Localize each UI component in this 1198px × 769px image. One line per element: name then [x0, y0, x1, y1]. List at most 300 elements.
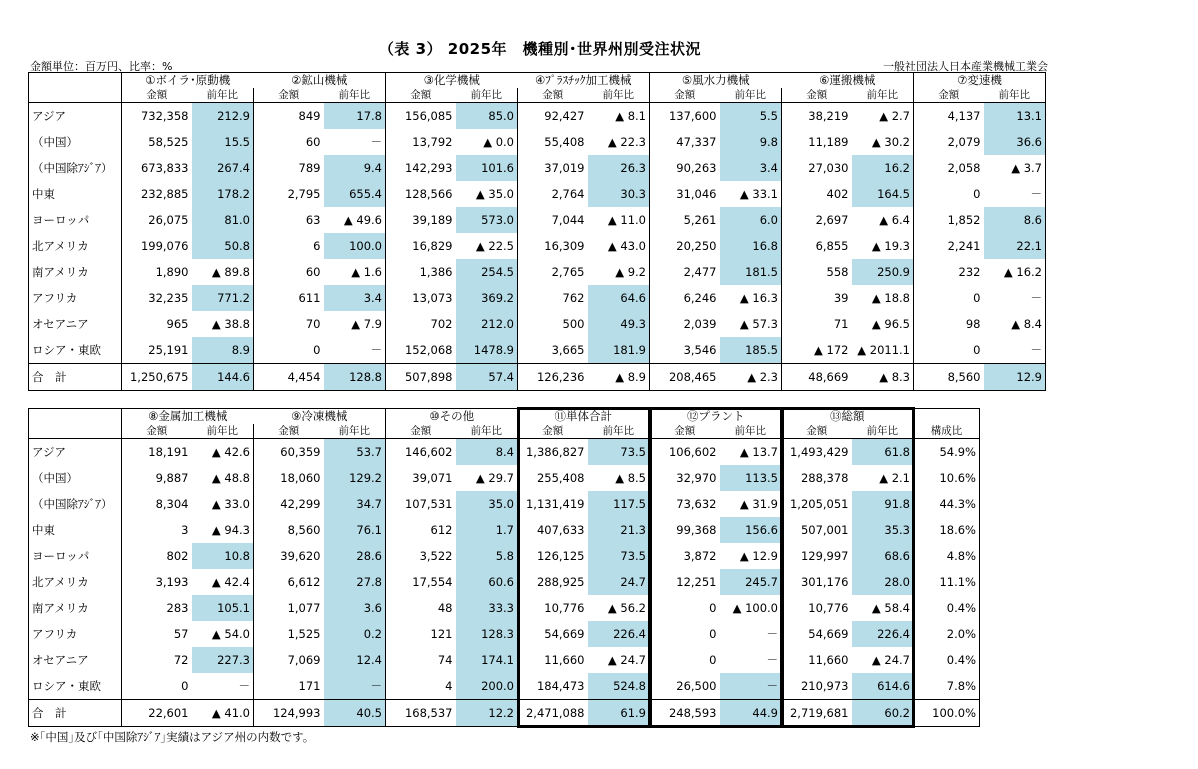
amount-cell: 3,872	[683, 549, 717, 563]
amount-cell: 71	[833, 317, 849, 331]
ratio-cell: 26.3	[588, 155, 650, 181]
amount-cell: 39	[833, 291, 849, 305]
amount-cell: 32,235	[148, 291, 189, 305]
ratio-cell: 22.1	[984, 233, 1046, 259]
share-header-blank	[914, 409, 980, 425]
amount-header: 金額	[914, 88, 984, 103]
amount-cell: 0	[313, 343, 321, 357]
header-row-groups	[29, 409, 980, 425]
ratio-cell: ▲ 8.3	[852, 364, 914, 391]
ratio-cell: 9.4	[324, 155, 386, 181]
amount-cell: 8,560	[914, 364, 984, 391]
share-cell: 7.8%	[914, 673, 980, 700]
ratio-cell: ▲ 41.0	[192, 700, 254, 727]
ratio-cell: 40.5	[324, 700, 386, 727]
ratio-cell: 174.1	[456, 647, 518, 673]
amount-cell: 74	[437, 653, 453, 667]
ratio-header: 前年比	[324, 88, 386, 103]
ratio-cell: 128.8	[324, 364, 386, 391]
amount-cell: 142,293	[404, 161, 453, 175]
amount-header: 金額	[386, 424, 456, 439]
ratio-cell: 76.1	[324, 517, 386, 543]
amount-cell: 26,075	[148, 213, 189, 227]
ratio-cell: ▲ 0.0	[456, 129, 518, 155]
ratio-cell: 181.5	[720, 259, 782, 285]
ratio-cell: 8.6	[984, 207, 1046, 233]
unit-label: 金額単位：百万円、比率：%	[30, 60, 173, 73]
amount-cell: 248,593	[650, 700, 720, 727]
ratio-cell: ▲ 24.7	[852, 647, 914, 673]
region-label: アジア	[29, 103, 122, 130]
amount-cell: 288,378	[800, 471, 849, 485]
ratio-cell: ▲ 100.0	[720, 595, 782, 621]
ratio-cell: 128.3	[456, 621, 518, 647]
amount-cell: 2,241	[947, 239, 981, 253]
amount-cell: 1,205,051	[789, 497, 849, 511]
ratio-cell: 57.4	[456, 364, 518, 391]
ratio-cell: 212.9	[192, 103, 254, 130]
ratio-cell: ▲ 8.1	[588, 103, 650, 130]
amount-cell: 106,602	[668, 445, 717, 459]
amount-header: 金額	[122, 88, 192, 103]
ratio-cell: 73.5	[588, 543, 650, 569]
ratio-cell: 53.7	[324, 439, 386, 466]
region-label: 南アメリカ	[29, 259, 122, 285]
table-row	[29, 181, 1046, 207]
amount-header: 金額	[122, 424, 192, 439]
ratio-cell: 5.8	[456, 543, 518, 569]
ratio-cell: 227.3	[192, 647, 254, 673]
amount-cell: 11,660	[544, 653, 585, 667]
amount-cell: ▲ 172	[814, 343, 849, 357]
ratio-cell: ▲ 2.3	[720, 364, 782, 391]
ratio-header: 前年比	[456, 88, 518, 103]
ratio-cell: 369.2	[456, 285, 518, 311]
table-machine-types-1	[28, 72, 1046, 391]
ratio-cell: 129.2	[324, 465, 386, 491]
ratio-cell: 81.0	[192, 207, 254, 233]
region-label: オセアニア	[29, 647, 122, 673]
region-label: 合 計	[29, 700, 122, 727]
ratio-cell: －	[720, 621, 782, 647]
ratio-cell: 60.2	[852, 700, 914, 727]
amount-cell: 11,660	[808, 653, 849, 667]
amount-cell: 0	[973, 343, 981, 357]
ratio-cell: ▲ 33.0	[192, 491, 254, 517]
share-cell: 18.6%	[914, 517, 980, 543]
ratio-cell: 117.5	[588, 491, 650, 517]
amount-cell: 26,500	[676, 679, 717, 693]
table-row	[29, 569, 980, 595]
ratio-cell: －	[984, 285, 1046, 311]
amount-cell: 73,632	[676, 497, 717, 511]
amount-cell: 1,890	[155, 265, 189, 279]
ratio-cell: ▲ 96.5	[852, 311, 914, 337]
ratio-cell: 44.9	[720, 700, 782, 727]
amount-cell: 42,299	[280, 497, 321, 511]
amount-cell: 129,997	[800, 549, 849, 563]
table-row	[29, 465, 980, 491]
amount-cell: 762	[562, 291, 585, 305]
region-label: アジア	[29, 439, 122, 466]
ratio-header: 前年比	[588, 424, 650, 439]
ratio-cell: ▲ 8.4	[984, 311, 1046, 337]
ratio-cell: 12.4	[324, 647, 386, 673]
group-header: ⑫プラント	[650, 409, 782, 425]
group-header: ③化学機械	[386, 73, 518, 89]
corner-cell	[29, 409, 122, 425]
amount-cell: 8,304	[155, 497, 189, 511]
amount-cell: 849	[298, 109, 321, 123]
amount-cell: 156,085	[404, 109, 453, 123]
amount-cell: 10,776	[544, 601, 585, 615]
amount-cell: 1,525	[287, 627, 321, 641]
page-title: （表 3） 2025年 機種別･世界州別受注状況	[378, 40, 702, 58]
amount-header: 金額	[650, 88, 720, 103]
ratio-cell: 68.6	[852, 543, 914, 569]
amount-cell: 17,554	[412, 575, 453, 589]
region-label: 合 計	[29, 364, 122, 391]
amount-cell: 3	[181, 523, 189, 537]
ratio-cell: 16.2	[852, 155, 914, 181]
ratio-cell: ▲ 42.4	[192, 569, 254, 595]
amount-cell: 7,044	[551, 213, 585, 227]
ratio-cell: 5.5	[720, 103, 782, 130]
header-row-labels	[29, 88, 1046, 103]
ratio-cell: 61.9	[588, 700, 650, 727]
ratio-cell: 113.5	[720, 465, 782, 491]
group-header: ②鉱山機械	[254, 73, 386, 89]
amount-cell: 611	[298, 291, 321, 305]
table-row	[29, 285, 1046, 311]
ratio-cell: ▲ 2.7	[852, 103, 914, 130]
table-row	[29, 259, 1046, 285]
amount-cell: 55,408	[544, 135, 585, 149]
ratio-cell: ▲ 29.7	[456, 465, 518, 491]
amount-cell: 2,719,681	[782, 700, 852, 727]
ratio-cell: 13.1	[984, 103, 1046, 130]
amount-cell: 48	[437, 601, 453, 615]
amount-cell: 0	[709, 653, 717, 667]
amount-header: 金額	[782, 424, 852, 439]
amount-header: 金額	[650, 424, 720, 439]
ratio-cell: 200.0	[456, 673, 518, 700]
table-row	[29, 647, 980, 673]
ratio-cell: ▲ 38.8	[192, 311, 254, 337]
amount-cell: 60	[305, 135, 321, 149]
amount-cell: 612	[430, 523, 453, 537]
amount-cell: 0	[973, 187, 981, 201]
ratio-header: 前年比	[588, 88, 650, 103]
group-header: ⑨冷凍機械	[254, 409, 386, 425]
group-header: ⑧金属加工機械	[122, 409, 254, 425]
amount-cell: 301,176	[800, 575, 849, 589]
ratio-header: 前年比	[984, 88, 1046, 103]
amount-cell: 22,601	[122, 700, 192, 727]
amount-cell: 283	[166, 601, 189, 615]
amount-cell: 802	[166, 549, 189, 563]
ratio-cell: 771.2	[192, 285, 254, 311]
amount-cell: 32,970	[676, 471, 717, 485]
share-cell: 2.0%	[914, 621, 980, 647]
amount-header: 金額	[518, 424, 588, 439]
footnote: ※｢中国｣及び｢中国除ｱｼﾞｱ｣実績はアジア州の内数です。	[30, 730, 315, 744]
amount-cell: 58,525	[148, 135, 189, 149]
ratio-cell: 12.9	[984, 364, 1046, 391]
ratio-cell: 16.8	[720, 233, 782, 259]
ratio-cell: ▲ 13.7	[720, 439, 782, 466]
ratio-cell: ▲ 1.6	[324, 259, 386, 285]
amount-cell: 199,076	[140, 239, 189, 253]
amount-cell: 702	[430, 317, 453, 331]
ratio-cell: ▲ 3.7	[984, 155, 1046, 181]
amount-cell: 99,368	[676, 523, 717, 537]
amount-header: 金額	[254, 424, 324, 439]
amount-cell: 20,250	[676, 239, 717, 253]
region-label: ロシア・東欧	[29, 673, 122, 700]
ratio-cell: 61.8	[852, 439, 914, 466]
ratio-cell: 12.2	[456, 700, 518, 727]
ratio-cell: ▲ 11.0	[588, 207, 650, 233]
amount-cell: 98	[965, 317, 981, 331]
share-cell: 100.0%	[914, 700, 980, 727]
share-cell: 54.9%	[914, 439, 980, 466]
amount-cell: 90,263	[676, 161, 717, 175]
amount-cell: 16,309	[544, 239, 585, 253]
ratio-cell: 24.7	[588, 569, 650, 595]
amount-cell: 0	[709, 627, 717, 641]
ratio-cell: －	[324, 673, 386, 700]
ratio-cell: ▲ 8.5	[588, 465, 650, 491]
region-label: （中国除ｱｼﾞｱ）	[29, 155, 122, 181]
ratio-cell: 10.8	[192, 543, 254, 569]
amount-cell: 27,030	[808, 161, 849, 175]
amount-cell: 2,477	[683, 265, 717, 279]
region-label: 中東	[29, 517, 122, 543]
amount-cell: 1,386,827	[525, 445, 585, 459]
amount-cell: 1,077	[287, 601, 321, 615]
amount-cell: 13,792	[412, 135, 453, 149]
total-row	[29, 700, 980, 727]
amount-cell: 232,885	[140, 187, 189, 201]
ratio-cell: －	[984, 181, 1046, 207]
ratio-cell: ▲ 9.2	[588, 259, 650, 285]
amount-cell: 402	[826, 187, 849, 201]
ratio-cell: ▲ 22.5	[456, 233, 518, 259]
ratio-cell: 101.6	[456, 155, 518, 181]
ratio-cell: 28.0	[852, 569, 914, 595]
header-row-labels	[29, 424, 980, 439]
group-header: ⑥運搬機械	[782, 73, 914, 89]
region-label: （中国）	[29, 465, 122, 491]
ratio-cell: ▲ 2.1	[852, 465, 914, 491]
ratio-cell: ▲ 58.4	[852, 595, 914, 621]
region-label: 北アメリカ	[29, 233, 122, 259]
ratio-cell: 181.9	[588, 337, 650, 364]
ratio-cell: 245.7	[720, 569, 782, 595]
corner-cell	[29, 73, 122, 89]
ratio-cell: 105.1	[192, 595, 254, 621]
amount-cell: 1,852	[947, 213, 981, 227]
amount-cell: 8,560	[287, 523, 321, 537]
amount-cell: 208,465	[650, 364, 720, 391]
amount-cell: 128,566	[404, 187, 453, 201]
ratio-cell: 49.3	[588, 311, 650, 337]
ratio-cell: 655.4	[324, 181, 386, 207]
region-label: （中国）	[29, 129, 122, 155]
ratio-cell: ▲ 35.0	[456, 181, 518, 207]
ratio-header: 前年比	[720, 88, 782, 103]
amount-cell: 57	[173, 627, 189, 641]
share-cell: 11.1%	[914, 569, 980, 595]
amount-cell: 39,189	[412, 213, 453, 227]
ratio-cell: 85.0	[456, 103, 518, 130]
ratio-cell: 8.4	[456, 439, 518, 466]
ratio-cell: 36.6	[984, 129, 1046, 155]
ratio-cell: ▲ 42.6	[192, 439, 254, 466]
ratio-cell: 9.8	[720, 129, 782, 155]
amount-cell: 38,219	[808, 109, 849, 123]
ratio-cell: 8.9	[192, 337, 254, 364]
amount-cell: 9,887	[155, 471, 189, 485]
ratio-cell: ▲ 8.9	[588, 364, 650, 391]
ratio-cell: 100.0	[324, 233, 386, 259]
share-header: 構成比	[914, 424, 980, 439]
ratio-cell: ▲ 16.2	[984, 259, 1046, 285]
ratio-cell: 250.9	[852, 259, 914, 285]
ratio-cell: 1.7	[456, 517, 518, 543]
ratio-header: 前年比	[852, 88, 914, 103]
ratio-cell: ▲ 6.4	[852, 207, 914, 233]
amount-cell: 2,765	[551, 265, 585, 279]
amount-cell: 37,019	[544, 161, 585, 175]
amount-cell: 13,073	[412, 291, 453, 305]
amount-cell: 558	[826, 265, 849, 279]
ratio-cell: 50.8	[192, 233, 254, 259]
amount-cell: 4	[445, 679, 453, 693]
amount-cell: 3,546	[683, 343, 717, 357]
amount-cell: 2,795	[287, 187, 321, 201]
total-row	[29, 364, 1046, 391]
amount-cell: 2,058	[947, 161, 981, 175]
amount-cell: 2,079	[947, 135, 981, 149]
ratio-cell: 1478.9	[456, 337, 518, 364]
ratio-cell: ▲ 94.3	[192, 517, 254, 543]
table-machine-types-2	[28, 408, 980, 727]
amount-cell: 63	[305, 213, 321, 227]
amount-cell: 789	[298, 161, 321, 175]
ratio-cell: 226.4	[588, 621, 650, 647]
amount-cell: 3,665	[551, 343, 585, 357]
region-label: ヨーロッパ	[29, 543, 122, 569]
amount-cell: 2,764	[551, 187, 585, 201]
ratio-cell: ▲ 12.9	[720, 543, 782, 569]
amount-cell: 171	[298, 679, 321, 693]
amount-cell: 10,776	[808, 601, 849, 615]
table-row	[29, 517, 980, 543]
ratio-cell: 185.5	[720, 337, 782, 364]
ratio-cell: 267.4	[192, 155, 254, 181]
amount-cell: 25,191	[148, 343, 189, 357]
table-row	[29, 491, 980, 517]
ratio-cell: 64.6	[588, 285, 650, 311]
ratio-cell: ▲ 89.8	[192, 259, 254, 285]
amount-cell: 0	[181, 679, 189, 693]
amount-cell: 1,131,419	[525, 497, 585, 511]
ratio-cell: 3.4	[720, 155, 782, 181]
amount-cell: 1,386	[419, 265, 453, 279]
amount-cell: 210,973	[800, 679, 849, 693]
table-row	[29, 543, 980, 569]
ratio-cell: 15.5	[192, 129, 254, 155]
region-label: ロシア・東欧	[29, 337, 122, 364]
amount-cell: 72	[173, 653, 189, 667]
ratio-cell: 27.8	[324, 569, 386, 595]
amount-cell: 92,427	[544, 109, 585, 123]
amount-cell: 2,039	[683, 317, 717, 331]
ratio-cell: ▲ 30.2	[852, 129, 914, 155]
ratio-header: 前年比	[456, 424, 518, 439]
amount-cell: 54,669	[808, 627, 849, 641]
amount-cell: 146,602	[404, 445, 453, 459]
ratio-cell: 212.0	[456, 311, 518, 337]
amount-cell: 137,600	[668, 109, 717, 123]
amount-header: 金額	[254, 88, 324, 103]
ratio-cell: 254.5	[456, 259, 518, 285]
group-header: ⑤風水力機械	[650, 73, 782, 89]
amount-cell: 184,473	[536, 679, 585, 693]
amount-cell: 0	[709, 601, 717, 615]
ratio-cell: 226.4	[852, 621, 914, 647]
amount-cell: 4,137	[947, 109, 981, 123]
ratio-cell: 34.7	[324, 491, 386, 517]
table-row	[29, 439, 980, 466]
amount-cell: 2,471,088	[518, 700, 588, 727]
amount-cell: 7,069	[287, 653, 321, 667]
region-label: （中国除ｱｼﾞｱ）	[29, 491, 122, 517]
amount-cell: 6,612	[287, 575, 321, 589]
group-header: ①ボイラ･原動機	[122, 73, 254, 89]
table-row	[29, 155, 1046, 181]
ratio-cell: ▲ 48.8	[192, 465, 254, 491]
ratio-cell: 178.2	[192, 181, 254, 207]
ratio-cell: 6.0	[720, 207, 782, 233]
amount-cell: 126,125	[536, 549, 585, 563]
ratio-cell: 144.6	[192, 364, 254, 391]
amount-cell: 126,236	[518, 364, 588, 391]
amount-cell: 3,193	[155, 575, 189, 589]
amount-cell: 152,068	[404, 343, 453, 357]
amount-cell: 6,246	[683, 291, 717, 305]
ratio-cell: 3.4	[324, 285, 386, 311]
ratio-cell: 30.3	[588, 181, 650, 207]
table-row	[29, 103, 1046, 130]
amount-cell: 507,898	[386, 364, 456, 391]
amount-cell: 965	[166, 317, 189, 331]
group-header: ⑬総額	[782, 409, 914, 425]
ratio-cell: ▲ 54.0	[192, 621, 254, 647]
region-label: 南アメリカ	[29, 595, 122, 621]
ratio-cell: 35.0	[456, 491, 518, 517]
ratio-cell: 91.8	[852, 491, 914, 517]
amount-cell: 39,071	[412, 471, 453, 485]
group-header: ⑪単体合計	[518, 409, 650, 425]
ratio-cell: －	[192, 673, 254, 700]
ratio-header: 前年比	[324, 424, 386, 439]
ratio-cell: 73.5	[588, 439, 650, 466]
ratio-cell: ▲ 22.3	[588, 129, 650, 155]
ratio-cell: ▲ 31.9	[720, 491, 782, 517]
